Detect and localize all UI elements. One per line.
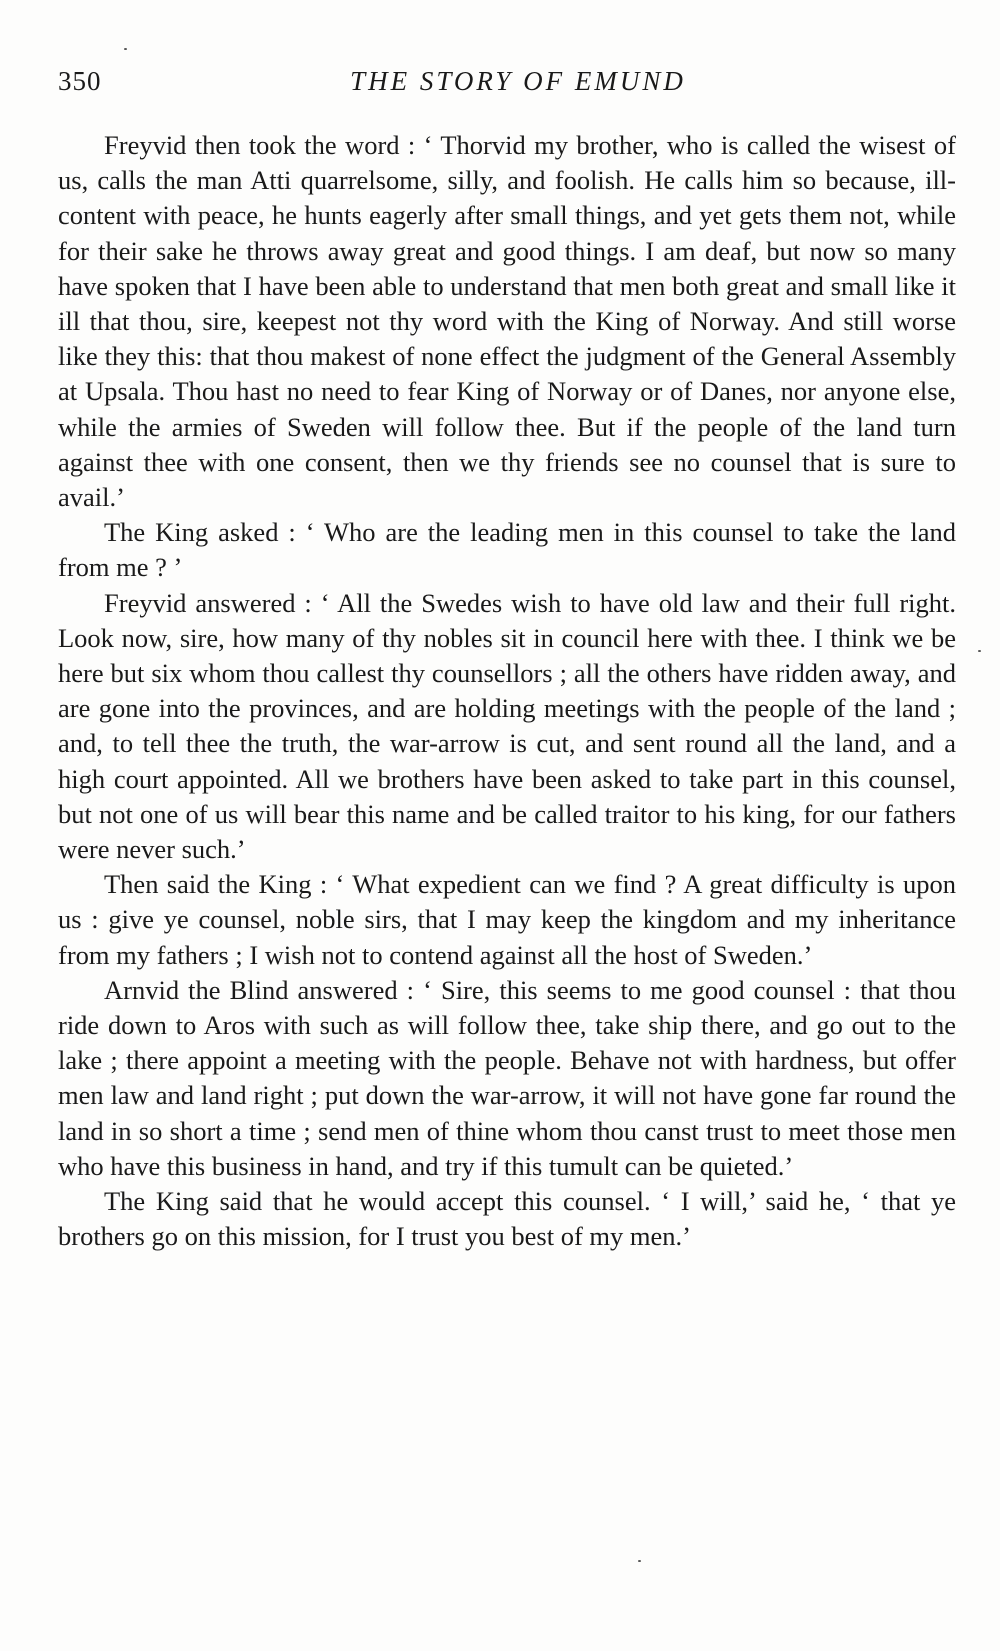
print-speck [978, 650, 981, 652]
paragraph-arnvid-answered: Arnvid the Blind answered : ‘ Sire, this seems to me good counsel : that thou ride down to Aros with such as will follow thee, take ship there, and go out to the lake ; there appoint a meeting with the people. Behave not with hardness, but offer men law and land right ; put down the war-arrow, it will not have gone far round the land in so short a time ; send men of thine whom thou canst trust to meet those men who have this business in hand, and try if this tumult can be quieted.’ [58, 974, 956, 1181]
paragraph-king-accepts: The King said that he would accept this counsel. ‘ I will,’ said he, ‘ that ye brothers go on this mission, for I trust you best of my men.’ [58, 1186, 956, 1252]
print-speck [124, 48, 127, 50]
paragraph-king-asked: The King asked : ‘ Who are the leading men in this counsel to take the land from me ? ’ [58, 517, 956, 583]
page-header [58, 66, 958, 106]
paragraph-king-said: Then said the King : ‘ What expedient can we find ? A great difficulty is upon us : give ye counsel, noble sirs, that I may keep the kingdom and my inheritance from my fathers ; I wish not to contend against all the host of Sweden.’ [58, 869, 956, 970]
paragraph-freyvid-answered: Freyvid answered : ‘ All the Swedes wish to have old law and their full right. Look now, sire, how many of thy nobles sit in council here with thee. I think we be here but six whom thou callest thy counsellors ; all the others have ridden away, and are gone into the provinces, and are holding meetings with the people of the land ; and, to tell thee the truth, the war-arrow is cut, and sent round all the land, and a high court appointed. All we brothers have been asked to take part in this counsel, but not one of us will bear this name and be called traitor to his king, for our fathers were never such.’ [58, 587, 956, 865]
page-number: 350 [58, 66, 102, 96]
print-speck [638, 1560, 641, 1562]
paragraph-freyvid-speech: Freyvid then took the word : ‘ Thorvid my brother, who is called the wisest of us, calls the man Atti quarrelsome, silly, and foolish. He calls him so because, ill-content with peace, he hunts eagerly after small things, and yet gets them not, while for their sake he throws away great and good things. I am deaf, but now so many have spoken that I have been able to understand that men both great and small like it ill that thou, sire, keepest not thy word with the King of Norway. And still worse like they this: that thou makest of none effect the judgment of the General Assembly at Upsala. Thou hast no need to fear King of Norway or of Danes, nor anyone else, while the armies of Sweden will follow thee. But if the people of the land turn against thee with one consent, then we thy friends see no counsel that is sure to avail.’ [58, 130, 956, 513]
running-title: THE STORY OF EMUND [350, 66, 686, 96]
body-text [58, 128, 956, 1255]
